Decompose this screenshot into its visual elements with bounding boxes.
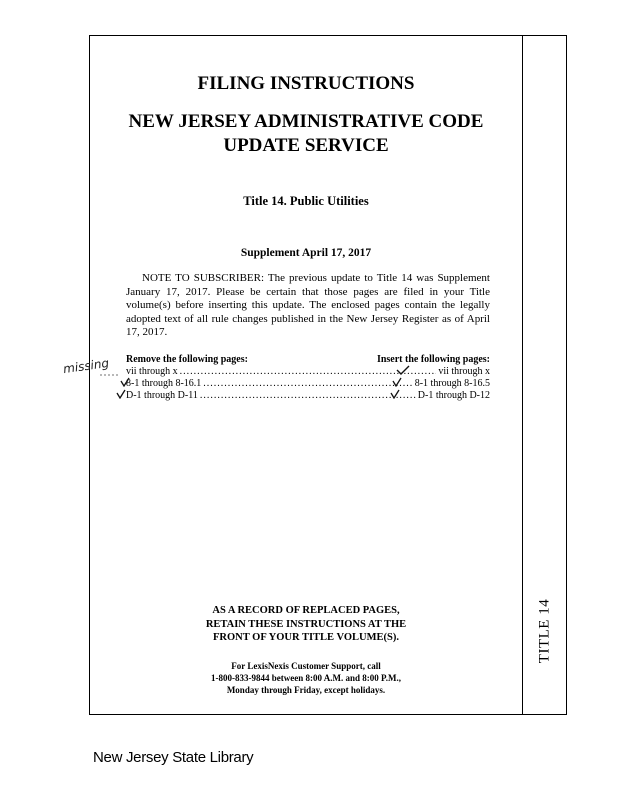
page-title: FILING INSTRUCTIONS — [197, 73, 415, 94]
dot-leader — [200, 390, 416, 402]
handwritten-check-icon — [392, 377, 402, 387]
handwritten-arrow-icon — [100, 372, 122, 378]
handwritten-check-icon — [396, 365, 410, 375]
record-line: AS A RECORD OF REPLACED PAGES, — [212, 605, 400, 616]
code-name: NEW JERSEY ADMINISTRATIVE CODE — [128, 111, 484, 132]
remove-header: Remove the following pages: — [126, 354, 248, 365]
page-row — [126, 366, 490, 378]
remove-pages: D-1 through D-11 — [126, 390, 198, 401]
support-line: Monday through Friday, except holidays. — [226, 685, 386, 695]
library-footer: New Jersey State Library — [93, 749, 254, 766]
record-line: FRONT OF YOUR TITLE VOLUME(S). — [213, 632, 399, 643]
handwritten-note: missing — [62, 355, 110, 377]
title-name: Title 14. Public Utilities — [243, 194, 369, 208]
support-line: For LexisNexis Customer Support, call — [231, 661, 381, 671]
customer-support-info — [90, 660, 522, 696]
handwritten-check-icon — [120, 377, 130, 387]
record-instructions — [90, 604, 522, 645]
insert-pages: 8-1 through 8-16.5 — [414, 378, 490, 389]
remove-pages: vii through x — [126, 366, 178, 377]
insert-pages: vii through x — [438, 366, 490, 377]
remove-pages: 8-1 through 8-16.1 — [126, 378, 202, 389]
record-line: RETAIN THESE INSTRUCTIONS AT THE — [205, 618, 407, 630]
page-list-header — [126, 354, 490, 365]
subscriber-note: NOTE TO SUBSCRIBER: The previous update to Title 14 was Supplement January 17, 2017. Please be certain that those pages are filed in your Title volume(s) before inserting this update. The enclosed pages contain the legally adopted text of all rule changes published in the New Jersey Register as of April 17, 2017. — [126, 272, 490, 338]
service-name: UPDATE SERVICE — [223, 135, 389, 156]
supplement-date: Supplement April 17, 2017 — [240, 247, 372, 259]
spine-label: TITLE 14 — [536, 598, 552, 664]
page-row — [126, 378, 490, 390]
insert-pages: D-1 through D-12 — [417, 390, 490, 401]
support-line: 1-800-833-9844 between 8:00 A.M. and 8:00 P.M., — [211, 673, 401, 683]
insert-header: Insert the following pages: — [376, 354, 490, 365]
filing-instructions-sheet — [89, 35, 523, 715]
handwritten-check-icon — [116, 389, 126, 399]
page-replacement-list — [126, 354, 490, 402]
handwritten-check-icon — [390, 389, 400, 399]
dot-leader — [203, 378, 412, 390]
page-row — [126, 390, 490, 402]
spine-tab — [522, 35, 567, 715]
